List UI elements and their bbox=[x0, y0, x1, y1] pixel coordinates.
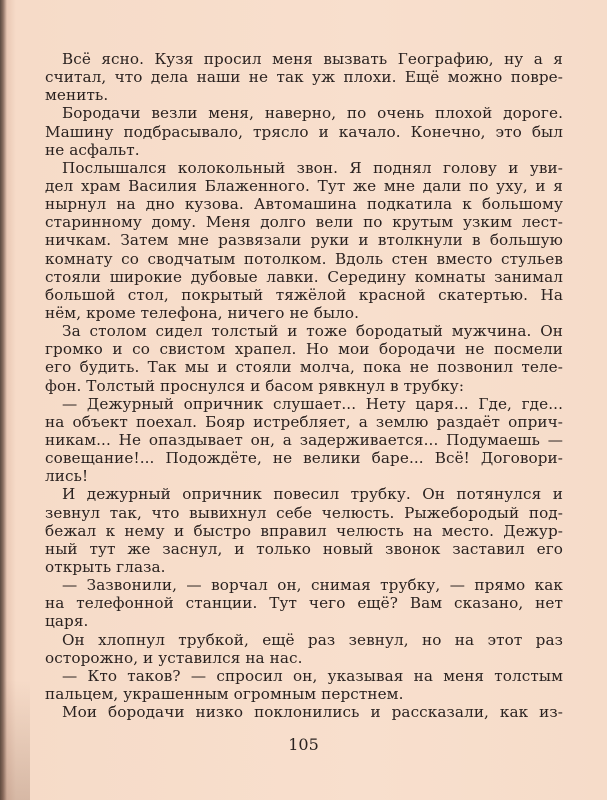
text-line: Мои бородачи низко поклонились и рассказали, как из- bbox=[62, 703, 563, 722]
text-line: — Зазвонили, — ворчал он, снимая трубку, — прямо как bbox=[62, 576, 563, 595]
text-line: никам... Не опаздывает он, а задерживается... Подумаешь — bbox=[45, 430, 563, 449]
text-line: бежал к нему и быстро вправил челюсть на место. Дежур- bbox=[45, 521, 563, 540]
paragraph bbox=[45, 50, 563, 104]
paragraph bbox=[45, 395, 563, 486]
text-line: дел храм Василия Блаженного. Тут же мне дали по уху, и я bbox=[45, 176, 563, 195]
text-line: менить. bbox=[45, 86, 109, 105]
text-line: комнату со сводчатым потолком. Вдоль стен вместо стульев bbox=[45, 249, 563, 268]
text-line: нём, кроме телефона, ничего не было. bbox=[45, 303, 360, 322]
text-line: ный тут же заснул, и только новый звонок заставил его bbox=[45, 539, 563, 558]
paragraph bbox=[45, 576, 563, 630]
paragraph bbox=[45, 322, 563, 395]
text-line: царя. bbox=[45, 612, 89, 631]
page-number: 105 bbox=[288, 735, 319, 754]
text-line: И дежурный опричник повесил трубку. Он потянулся и bbox=[62, 485, 563, 504]
paragraph bbox=[45, 703, 563, 721]
paragraph bbox=[45, 631, 563, 667]
text-line: Он хлопнул трубкой, ещё раз зевнул, но на этот раз bbox=[62, 630, 563, 649]
text-line: стояли широкие дубовые лавки. Середину комнаты занимал bbox=[45, 267, 563, 286]
text-line: — Кто таков? — спросил он, указывая на меня толстым bbox=[62, 666, 563, 685]
text-line: — Дежурный опричник слушает... Нету царя... Где, где... bbox=[62, 394, 563, 413]
text-line: не асфальт. bbox=[45, 140, 140, 159]
text-line: пальцем, украшенным огромным перстнем. bbox=[45, 684, 404, 703]
text-line: Послышался колокольный звон. Я поднял голову и уви- bbox=[62, 158, 563, 177]
book-page-text bbox=[45, 50, 563, 721]
text-line: на телефонной станции. Тут чего ещё? Вам сказано, нет bbox=[45, 594, 563, 613]
text-line: Машину подбрасывало, трясло и качало. Конечно, это был bbox=[45, 122, 563, 141]
text-line: фон. Толстый проснулся и басом рявкнул в трубку: bbox=[45, 376, 465, 395]
text-line: старинному дому. Меня долго вели по крутым узким лест- bbox=[45, 213, 563, 232]
text-line: открыть глаза. bbox=[45, 557, 166, 576]
text-line: громко и со свистом храпел. Но мои бородачи не посмели bbox=[45, 340, 563, 359]
paragraph bbox=[45, 104, 563, 158]
text-line: считал, что дела наши не так уж плохи. Ещё можно повре- bbox=[45, 68, 563, 87]
text-line: его будить. Так мы и стояли молча, пока не позвонил теле- bbox=[45, 358, 563, 377]
text-line: нырнул на дно кузова. Автомашина подкатила к большому bbox=[45, 195, 563, 214]
text-line: лись! bbox=[45, 467, 89, 486]
paragraph bbox=[45, 485, 563, 576]
text-line: За столом сидел толстый и тоже бородатый мужчина. Он bbox=[62, 322, 563, 341]
text-line: совещание!... Подождёте, не велики баре... Всё! Договори- bbox=[45, 449, 563, 468]
text-line: Бородачи везли меня, наверно, по очень плохой дороге. bbox=[62, 104, 563, 123]
text-line: большой стол, покрытый тяжёлой красной скатертью. На bbox=[45, 285, 563, 304]
text-line: на объект поехал. Бояр истребляет, а землю раздаёт оприч- bbox=[45, 412, 563, 431]
text-line: Всё ясно. Кузя просил меня вызвать Географию, ну а я bbox=[62, 50, 563, 68]
text-line: осторожно, и уставился на нас. bbox=[45, 648, 303, 667]
paragraph bbox=[45, 159, 563, 322]
text-line: зевнул так, что вывихнул себе челюсть. Рыжебородый под- bbox=[45, 503, 563, 522]
paragraph bbox=[45, 667, 563, 703]
text-line: ничкам. Затем мне развязали руки и втолкнули в большую bbox=[45, 231, 563, 250]
